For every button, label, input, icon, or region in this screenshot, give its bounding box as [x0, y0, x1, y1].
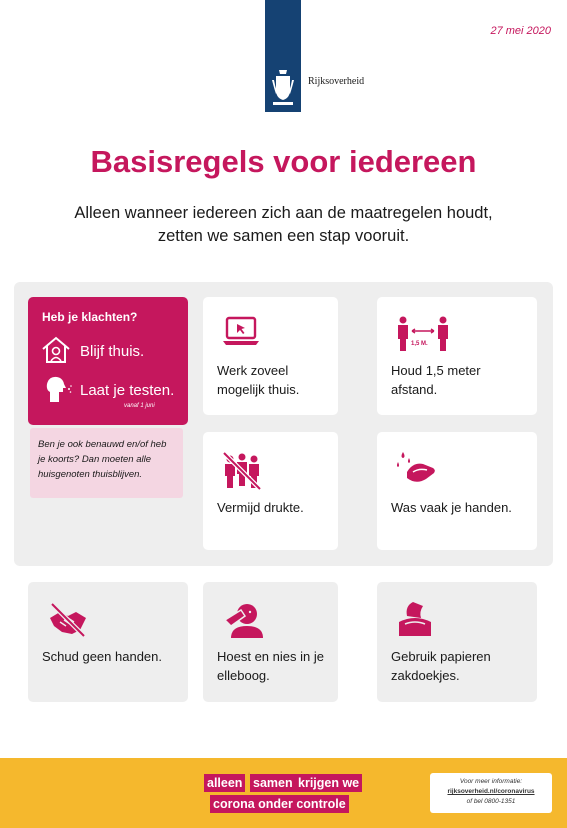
rule-card-elbow: [203, 582, 338, 702]
subtitle-line-2: zetten we samen een stap vooruit.: [157, 227, 410, 245]
stay-home-text: Blijf thuis.: [80, 343, 145, 360]
info-line-1: Voor meer informatie:: [459, 778, 523, 785]
rule-text-no-handshake: Schud geen handen.: [42, 649, 162, 664]
info-line-3: of bel 0800-1351: [466, 798, 516, 805]
date: 27 mei 2020: [490, 25, 551, 37]
page-subtitle: [0, 202, 567, 248]
slogan-word-alone: alleen: [204, 774, 245, 792]
complaints-title: Heb je klachten?: [42, 310, 138, 324]
handshake-icon: [46, 600, 90, 640]
crowd-icon: [221, 450, 263, 492]
laptop-icon: [221, 315, 261, 347]
rule-card-no-handshake: [28, 582, 188, 702]
tissue-box-icon: [395, 600, 435, 640]
rule-card-tissues: [377, 582, 537, 702]
rule-card-wash-hands: [377, 432, 537, 550]
person-coughing-icon: [42, 374, 72, 404]
rule-text-distance: Houd 1,5 meter afstand.: [391, 363, 481, 397]
rule-text-elbow: Hoest en nies in je elleboog.: [217, 649, 324, 683]
get-tested-text: Laat je testen.: [80, 382, 175, 399]
rule-text-tissues: Gebruik papieren zakdoekjes.: [391, 649, 491, 683]
from-date-note: vanaf 1 juni: [124, 403, 155, 409]
rule-card-avoid-crowds: [203, 432, 338, 550]
hand-wash-icon: [395, 450, 437, 486]
footer-band: [0, 758, 567, 828]
elbow-sneeze-icon: [221, 600, 265, 640]
logo-wordmark: Rijksoverheid: [308, 76, 365, 87]
info-link[interactable]: rijksoverheid.nl/coronavirus: [447, 788, 535, 795]
coat-of-arms-icon: [270, 68, 296, 108]
rule-text-wash-hands: Was vaak je handen.: [391, 500, 512, 515]
distance-icon-label: 1,5 M.: [411, 341, 428, 347]
house-icon: [40, 335, 72, 365]
page-title: Basisregels voor iedereen: [90, 144, 477, 179]
distance-icon: [395, 315, 451, 355]
complaints-card: [28, 297, 188, 425]
rule-text-avoid-crowds: Vermijd drukte.: [217, 500, 304, 515]
rule-card-distance: [377, 297, 537, 415]
slogan-line-control: corona onder controle: [210, 795, 349, 813]
rule-text-work-home: Werk zoveel mogelijk thuis.: [217, 363, 300, 397]
subtitle-line-1: Alleen wanneer iedereen zich aan de maatregelen houdt,: [74, 204, 493, 222]
logo-band: [265, 0, 301, 112]
complaints-note-card: Ben je ook benauwd en/of heb je koorts? Dan moeten alle huisgenoten thuisblijven.: [30, 428, 183, 498]
slogan-word-get-we: krijgen we: [295, 774, 362, 792]
slogan-word-together: samen: [250, 774, 296, 792]
rule-card-work-home: [203, 297, 338, 415]
info-box: [430, 773, 552, 813]
